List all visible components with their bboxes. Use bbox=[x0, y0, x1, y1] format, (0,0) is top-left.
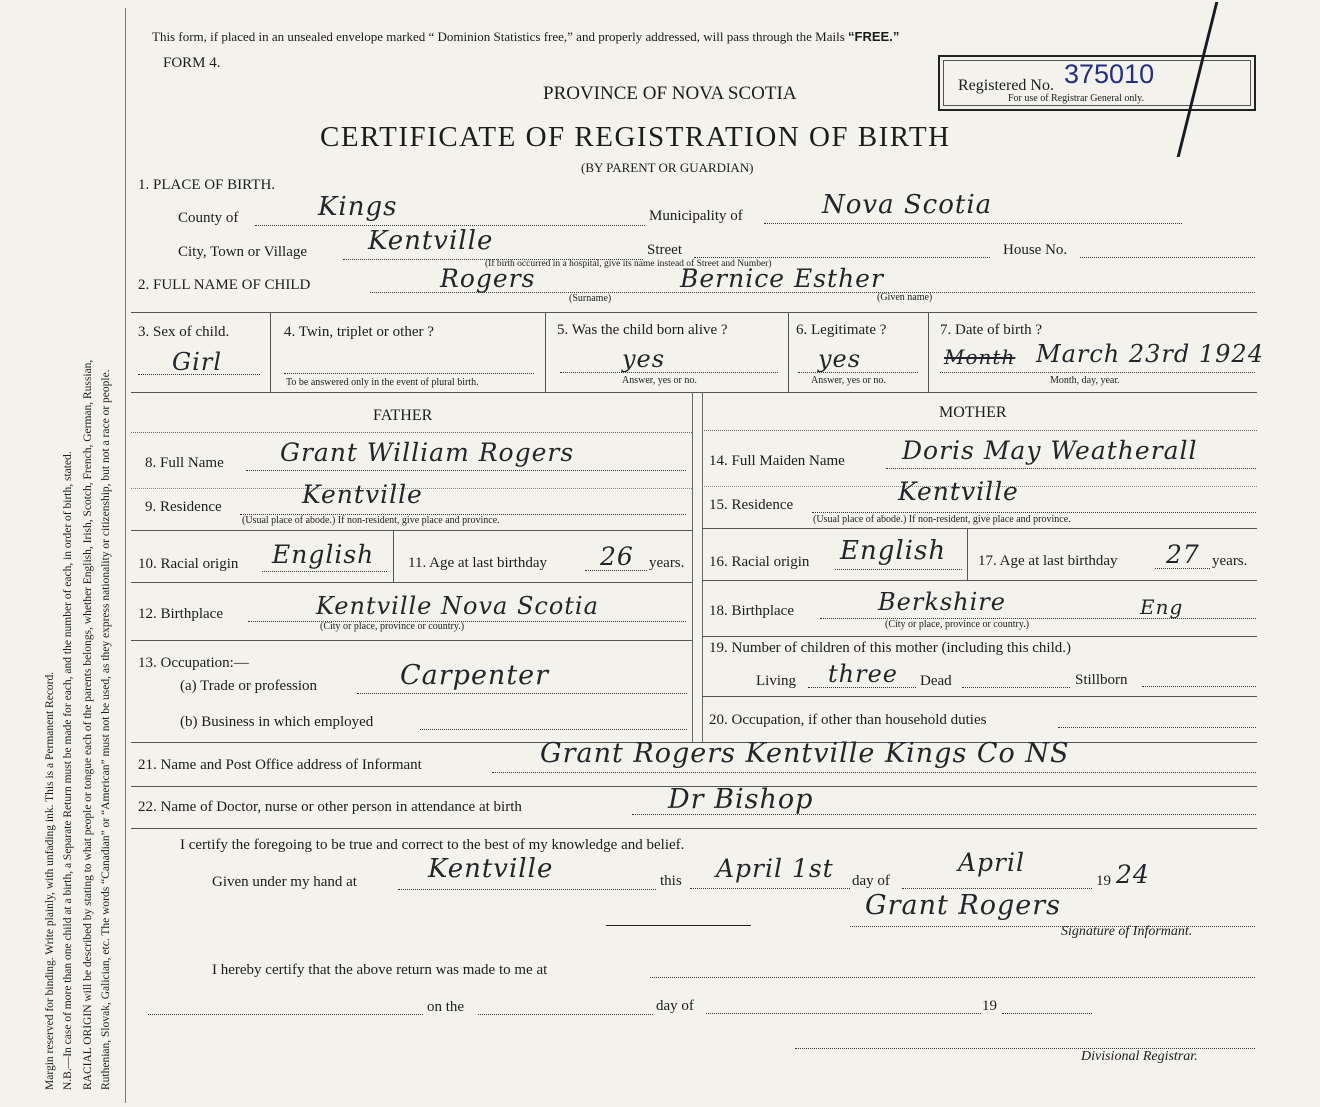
mother-age-label: 17. Age at last birthday bbox=[978, 553, 1118, 569]
father-birthplace: Kentville Nova Scotia bbox=[316, 592, 599, 620]
mother-years: years. bbox=[1212, 553, 1248, 569]
trade-value: Carpenter bbox=[400, 660, 550, 691]
signature-label: Signature of Informant. bbox=[1061, 924, 1193, 939]
form-number: FORM 4. bbox=[163, 55, 221, 71]
business-label: (b) Business in which employed bbox=[180, 714, 374, 730]
registrar-statement: I hereby certify that the above return was made to me at bbox=[212, 962, 548, 978]
sex-value: Girl bbox=[172, 348, 222, 376]
child-name-label: 2. FULL NAME OF CHILD bbox=[138, 277, 311, 293]
twin-label: 4. Twin, triplet or other ? bbox=[284, 324, 434, 340]
this-day-value: April 1st bbox=[716, 854, 834, 883]
child-given-name: Bernice Esther bbox=[680, 264, 884, 293]
father-residence-label: 9. Residence bbox=[145, 499, 222, 515]
father-race: English bbox=[272, 540, 375, 569]
mother-age: 27 bbox=[1166, 540, 1200, 569]
legit-note: Answer, yes or no. bbox=[811, 375, 886, 386]
page-subtitle: (BY PARENT OR GUARDIAN) bbox=[581, 160, 754, 175]
father-age: 26 bbox=[600, 542, 634, 571]
mother-heading: MOTHER bbox=[939, 404, 1007, 421]
street-label: Street bbox=[647, 242, 682, 258]
place-heading: 1. PLACE OF BIRTH. bbox=[138, 177, 276, 193]
month-value: April bbox=[958, 848, 1025, 877]
mail-notice: This form, if placed in an unsealed envelope marked “ Dominion Statistics free,” and properly addressed, will pass through the Mails “FREE.” bbox=[152, 29, 900, 44]
dob-value: March 23rd 1924 bbox=[1036, 340, 1264, 368]
certify-statement: I certify the foregoing to be true and correct to the best of my knowledge and belief. bbox=[180, 837, 685, 853]
surname-note: (Surname) bbox=[569, 293, 612, 304]
dob-note: Month, day, year. bbox=[1050, 375, 1120, 386]
margin-rule bbox=[125, 8, 126, 1103]
margin-note-racial-2: Ruthenian, Slovak, Galician, etc. The words “Canadian” or “American” must not be used, as they express nationality or citizenship, but not a race or people. bbox=[100, 369, 112, 1090]
mother-birthplace: Berkshire bbox=[878, 588, 1006, 616]
informant-label: 21. Name and Post Office address of Informant bbox=[138, 757, 422, 773]
mother-name: Doris May Weatherall bbox=[902, 436, 1198, 465]
alive-value: yes bbox=[622, 345, 666, 373]
doctor-value: Dr Bishop bbox=[668, 784, 814, 815]
father-name-label: 8. Full Name bbox=[145, 455, 224, 471]
municipality-label: Municipality of bbox=[649, 208, 743, 224]
mother-residence-note: (Usual place of abode.) If non-resident, give place and province. bbox=[813, 514, 1071, 525]
given-place: Kentville bbox=[428, 854, 554, 884]
living-label: Living bbox=[756, 673, 796, 689]
mother-race: English bbox=[840, 536, 947, 566]
father-years: years. bbox=[649, 555, 685, 571]
divisional-registrar-label: Divisional Registrar. bbox=[1081, 1049, 1198, 1064]
doctor-label: 22. Name of Doctor, nurse or other person in attendance at birth bbox=[138, 799, 522, 815]
mother-race-label: 16. Racial origin bbox=[709, 554, 810, 570]
living-value: three bbox=[828, 660, 898, 688]
informant-signature: Grant Rogers bbox=[865, 890, 1062, 921]
mother-birthplace-label: 18. Birthplace bbox=[709, 603, 794, 619]
mother-residence-label: 15. Residence bbox=[709, 497, 794, 513]
father-birthplace-note: (City or place, province or country.) bbox=[320, 621, 465, 632]
father-age-label: 11. Age at last birthday bbox=[408, 555, 547, 571]
house-label: House No. bbox=[1003, 242, 1068, 258]
margin-note-binding: Margin reserved for binding. Write plainly, with unfading ink. This is a Permanent Record. bbox=[44, 671, 56, 1090]
father-birthplace-label: 12. Birthplace bbox=[138, 606, 223, 622]
registered-number: 375010 bbox=[1064, 59, 1155, 89]
dob-label: 7. Date of birth ? bbox=[940, 322, 1043, 338]
province-heading: PROVINCE OF NOVA SCOTIA bbox=[543, 83, 797, 104]
children-count-label: 19. Number of children of this mother (including this child.) bbox=[709, 640, 1072, 656]
street-note: (If birth occurred in a hospital, give its name instead of Street and Number) bbox=[485, 259, 772, 269]
trade-label: (a) Trade or profession bbox=[180, 678, 318, 694]
father-name: Grant William Rogers bbox=[280, 438, 575, 467]
registered-label: Registered No. bbox=[958, 77, 1054, 94]
legit-label: 6. Legitimate ? bbox=[796, 322, 887, 338]
father-residence: Kentville bbox=[302, 480, 423, 509]
registrar-year-prefix: 19 bbox=[982, 998, 997, 1014]
registrar-note: For use of Registrar General only. bbox=[1008, 93, 1144, 104]
on-the-label: on the bbox=[427, 999, 465, 1015]
sex-label: 3. Sex of child. bbox=[138, 324, 230, 340]
page-title: CERTIFICATE OF REGISTRATION OF BIRTH bbox=[320, 121, 951, 153]
mother-residence: Kentville bbox=[898, 477, 1019, 506]
mother-birthplace-note: (City or place, province or country.) bbox=[885, 619, 1030, 630]
dob-struck: Month bbox=[944, 345, 1016, 369]
occupation-label: 13. Occupation:— bbox=[138, 655, 249, 671]
child-surname: Rogers bbox=[440, 264, 536, 293]
stillborn-label: Stillborn bbox=[1075, 672, 1128, 688]
year-prefix: 19 bbox=[1096, 873, 1111, 889]
margin-note-racial: RACIAL ORIGIN will be described by stating to what people or tongue each of the parents belongs, whether English, Irish, Scotch, French, German, Russian, bbox=[82, 359, 94, 1090]
mother-birthplace-country: Eng bbox=[1140, 595, 1184, 619]
municipality-value: Nova Scotia bbox=[822, 190, 993, 220]
registrar-day-of-label: day of bbox=[656, 998, 694, 1014]
margin-note-plural: N.B.—In case of more than one child at a birth, a Separate Return must be made for each, and the number of each, in order of birth, stated. bbox=[62, 451, 74, 1090]
county-label: County of bbox=[178, 210, 239, 226]
year-suffix: 24 bbox=[1116, 860, 1150, 889]
twin-note: To be answered only in the event of plural birth. bbox=[286, 377, 479, 388]
informant-value: Grant Rogers Kentville Kings Co NS bbox=[540, 738, 1070, 769]
father-residence-note: (Usual place of abode.) If non-resident, give place and province. bbox=[242, 515, 500, 526]
father-heading: FATHER bbox=[373, 407, 433, 424]
day-of-label: day of bbox=[852, 873, 890, 889]
mother-name-label: 14. Full Maiden Name bbox=[709, 453, 845, 469]
county-value: Kings bbox=[318, 192, 398, 222]
legit-value: yes bbox=[818, 345, 862, 373]
this-label: this bbox=[660, 873, 682, 889]
alive-label: 5. Was the child born alive ? bbox=[557, 322, 728, 338]
given-note: (Given name) bbox=[877, 292, 933, 303]
mother-occupation-label: 20. Occupation, if other than household duties bbox=[709, 712, 987, 728]
given-under-label: Given under my hand at bbox=[212, 874, 357, 890]
father-race-label: 10. Racial origin bbox=[138, 556, 239, 572]
city-label: City, Town or Village bbox=[178, 244, 308, 260]
city-value: Kentville bbox=[368, 226, 494, 256]
alive-note: Answer, yes or no. bbox=[622, 375, 697, 386]
dead-label: Dead bbox=[920, 673, 952, 689]
